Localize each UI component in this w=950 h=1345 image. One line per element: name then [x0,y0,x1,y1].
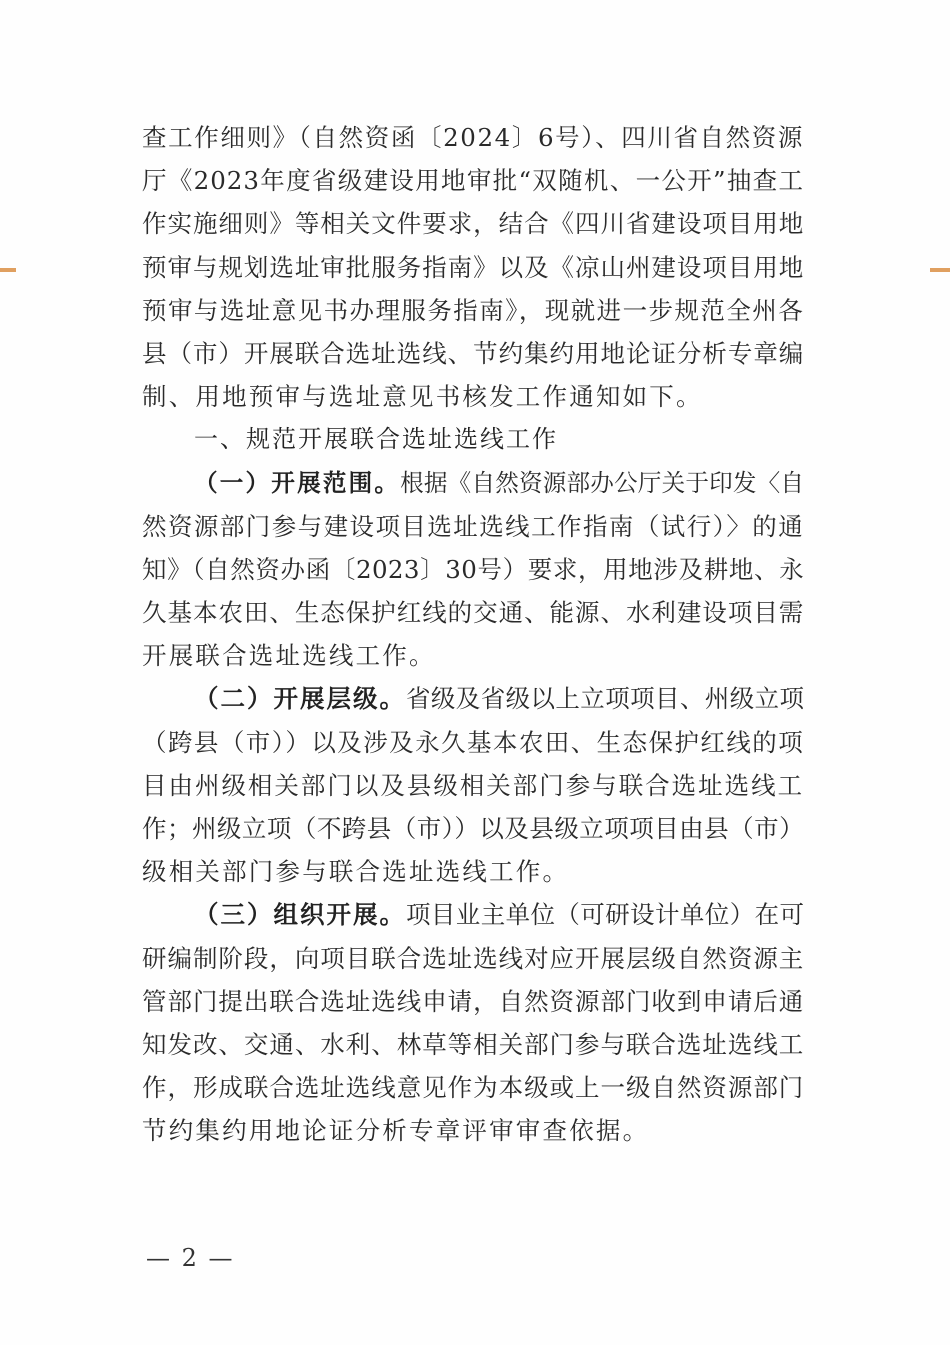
item-3-first-line-text: 项目业主单位（可研设计单位）在可 [406,900,805,930]
item-3-title: （三）组织开展。 [194,900,406,930]
item-3-line-3: 管部门提出联合选址选线申请，自然资源部门收到申请后通 [142,986,804,1016]
item-2-line-2: （跨县（市））以及涉及永久基本农田、生态保护红线的项 [142,727,804,757]
item-2-line-3: 目由州级相关部门以及县级相关部门参与联合选址选线工 [142,770,804,800]
intro-line-6: 县（市）开展联合选址选线、节约集约用地论证分析专章编 [142,338,804,368]
intro-line-3: 作实施细则》等相关文件要求，结合《四川省建设项目用地 [142,209,804,239]
right-edge-mark [930,268,950,272]
page-number: — 2 — [146,1244,235,1272]
item-1-line-2: 然资源部门参与建设项目选址选线工作指南（试行）〉的通 [142,511,804,541]
item-2-first-line [142,677,804,720]
intro-line-2: 厅《2023年度省级建设用地审批“双随机、一公开”抽查工 [142,166,804,196]
item-1-line-3: 知》（自然资办函〔2023〕30号）要求，用地涉及耕地、永 [142,554,804,584]
intro-line-7: 制、用地预审与选址意见书核发工作通知如下。 [142,382,703,412]
item-1-line-5: 开展联合选址选线工作。 [142,641,436,671]
document-body [142,116,804,1153]
item-1-line-4: 久基本农田、生态保护红线的交通、能源、水利建设项目需 [142,598,804,628]
item-3-line-6: 节约集约用地论证分析专章评审审查依据。 [142,1116,650,1146]
item-3-first-line [142,893,804,936]
item-1-first-line [142,462,804,505]
item-2-line-5: 级相关部门参与联合选址选线工作。 [142,857,570,887]
section-heading-1: 一、规范开展联合选址选线工作 [194,425,558,454]
intro-line-4: 预审与规划选址审批服务指南》以及《凉山州建设项目用地 [142,252,804,282]
intro-line-1: 查工作细则》（自然资函〔2024〕6号）、四川省自然资源 [142,123,804,152]
left-edge-mark [0,268,16,272]
intro-line-5: 预审与选址意见书办理服务指南》，现就进一步规范全州各 [142,295,804,325]
item-3-line-4: 知发改、交通、水利、林草等相关部门参与联合选址选线工 [142,1029,804,1059]
item-2-line-4: 作；州级立项（不跨县（市））以及县级立项项目由县（市） [142,814,804,843]
item-2-first-line-text: 省级及省级以上立项项目、州级立项 [406,684,805,714]
item-1-title: （一）开展范围。 [194,468,401,497]
item-2-title: （二）开展层级。 [194,684,406,714]
item-3-line-2: 研编制阶段，向项目联合选址选线对应开展层级自然资源主 [142,943,804,973]
item-3-line-5: 作，形成联合选址选线意见作为本级或上一级自然资源部门 [142,1073,804,1103]
item-1-first-line-text: 根据《自然资源部办公厅关于印发〈自 [400,468,805,497]
